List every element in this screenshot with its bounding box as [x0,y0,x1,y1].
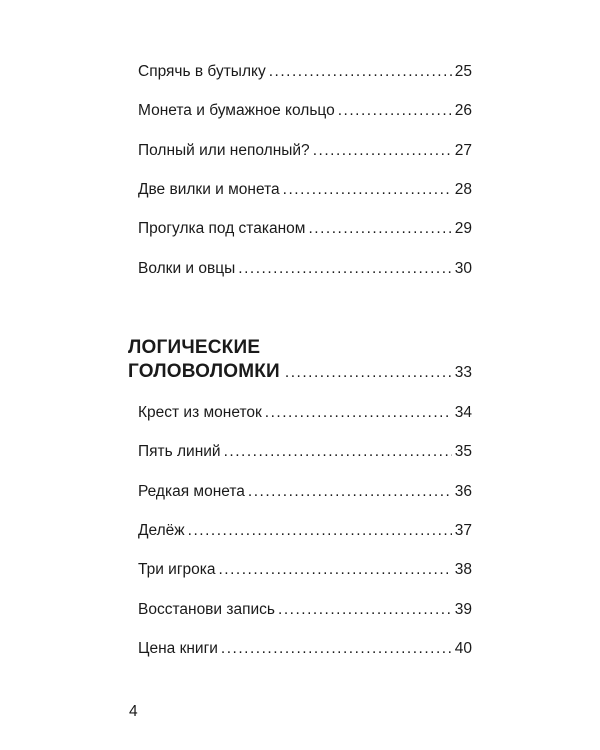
toc-entry[interactable] [138,219,472,239]
section-page: 33 [454,364,472,381]
dot-leader [269,62,452,82]
toc-entry[interactable] [138,403,472,423]
toc-entry-page: 36 [454,483,472,500]
section-title-line2: ГОЛОВОЛОМКИ [128,361,280,382]
toc-entry-title: Две вилки и монета [138,181,280,198]
toc-entry-title: Пять линий [138,443,221,460]
dot-leader [265,403,452,423]
toc-entry-title: Полный или неполный? [138,142,310,159]
section-title-line1: ЛОГИЧЕСКИЕ [128,337,261,358]
toc-entry[interactable] [138,141,472,161]
section-title-row [128,360,472,385]
dot-leader [221,639,452,659]
dot-leader [338,101,452,121]
dot-leader [313,141,452,161]
toc-entry[interactable] [138,62,472,82]
dot-leader [218,560,452,580]
dot-leader [188,521,452,541]
toc-entry-page: 37 [454,522,472,539]
toc-entry[interactable] [138,259,472,279]
dot-leader [283,180,452,200]
toc-entry-page: 39 [454,601,472,618]
toc-entry-page: 28 [454,181,472,198]
dot-leader [278,600,452,620]
toc-entry-page: 26 [454,102,472,119]
dot-leader [285,361,453,385]
toc-entry[interactable] [138,639,472,659]
toc-entry-page: 35 [454,443,472,460]
toc-section-heading[interactable] [128,336,472,385]
toc-entry-title: Делёж [138,522,185,539]
toc-entry-title: Цена книги [138,640,218,657]
toc-entry-page: 27 [454,142,472,159]
toc-entry[interactable] [138,560,472,580]
page-number: 4 [129,703,138,720]
dot-leader [248,482,452,502]
toc-entry[interactable] [138,521,472,541]
toc-entry-page: 40 [454,640,472,657]
toc-entry-page: 38 [454,561,472,578]
toc-entry[interactable] [138,600,472,620]
toc-entry-page: 30 [454,260,472,277]
toc-entry[interactable] [138,101,472,121]
dot-leader [238,259,452,279]
toc-entry-title: Монета и бумажное кольцо [138,102,335,119]
toc-entry-title: Прогулка под стаканом [138,220,306,237]
toc-entry-page: 25 [454,63,472,80]
toc-entry[interactable] [138,180,472,200]
toc-entry-title: Крест из монеток [138,404,262,421]
toc-entry-page: 34 [454,404,472,421]
dot-leader [308,219,452,239]
toc-entry-title: Три игрока [138,561,216,578]
toc-entry-page: 29 [454,220,472,237]
toc-entry-title: Спрячь в бутылку [138,63,266,80]
toc-entry[interactable] [138,482,472,502]
toc-entry[interactable] [138,442,472,462]
toc-entry-title: Редкая монета [138,483,245,500]
toc-entry-title: Волки и овцы [138,260,236,277]
toc-entry-title: Восстанови запись [138,601,275,618]
dot-leader [224,442,452,462]
